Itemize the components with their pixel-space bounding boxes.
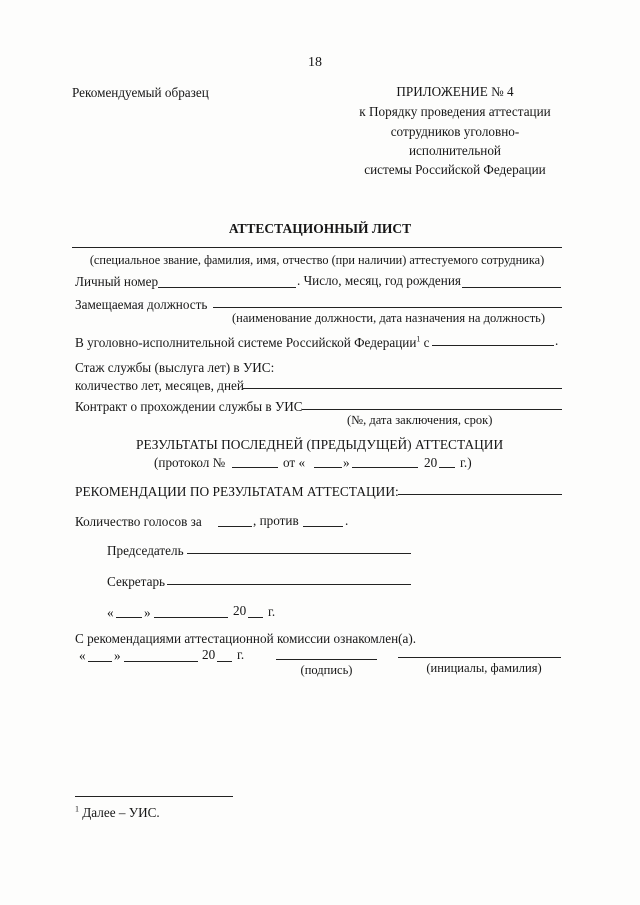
protocol-month-field[interactable] <box>352 467 418 468</box>
acq-year-field[interactable] <box>217 661 232 662</box>
acq-year-label: 20 <box>202 647 216 662</box>
secretary-label: Секретарь <box>107 574 166 589</box>
years-field[interactable] <box>243 388 562 389</box>
date-year-suffix: г. <box>268 604 276 619</box>
appendix-title: ПРИЛОЖЕНИЕ № 4 <box>396 84 514 99</box>
protocol-from-label: от « <box>283 455 306 470</box>
caption-signature: (подпись) <box>300 663 353 677</box>
caption-initials: (инициалы, фамилия) <box>426 661 542 675</box>
acq-month-field[interactable] <box>124 661 198 662</box>
appendix-line-4: системы Российской Федерации <box>364 162 546 177</box>
protocol-day-field[interactable] <box>314 467 342 468</box>
contract-label: Контракт о прохождении службы в УИС <box>75 399 303 414</box>
chairman-label: Председатель <box>107 543 184 558</box>
years-label: количество лет, месяцев, дней <box>75 378 244 393</box>
appendix-line-3: исполнительной <box>408 143 501 158</box>
recommendations-label: РЕКОМЕНДАЦИИ ПО РЕЗУЛЬТАТАМ АТТЕСТАЦИИ: <box>75 484 399 499</box>
footnote <box>75 805 160 821</box>
against-label: , против <box>253 513 299 528</box>
acquainted-label: С рекомендациями аттестационной комиссии ознакомлен(а). <box>75 631 417 646</box>
acq-day-field[interactable] <box>88 661 112 662</box>
page-number: 18 <box>308 55 322 70</box>
footnote-text: Далее – УИС. <box>82 805 160 820</box>
date-open-quote: « <box>107 605 114 620</box>
uis-since-text: В уголовно-исполнительной системе Российской Федерации <box>75 335 417 350</box>
protocol-year-label: 20 <box>424 455 438 470</box>
uis-since-field[interactable] <box>432 345 554 346</box>
commission-month-field[interactable] <box>154 617 228 618</box>
recommendations-field[interactable] <box>398 494 562 495</box>
votes-period: . <box>345 513 349 528</box>
birth-date-label: . Число, месяц, год рождения <box>297 273 461 288</box>
name-line[interactable] <box>72 247 562 248</box>
acq-date-close-quote: » <box>114 648 121 663</box>
protocol-year-field[interactable] <box>439 467 455 468</box>
initials-field[interactable] <box>398 657 561 658</box>
date-close-quote: » <box>144 605 151 620</box>
position-label: Замещаемая должность <box>75 297 208 312</box>
acq-year-suffix: г. <box>237 647 245 662</box>
caption-contract: (№, дата заключения, срок) <box>347 413 493 427</box>
service-label: Стаж службы (выслуга лет) в УИС: <box>75 360 275 375</box>
footnote-number: 1 <box>75 804 79 814</box>
protocol-label: (протокол № <box>154 455 226 470</box>
uis-since-label <box>75 335 430 351</box>
secretary-field[interactable] <box>167 584 411 585</box>
chairman-field[interactable] <box>187 553 411 554</box>
since-label: с <box>423 335 430 350</box>
since-period: . <box>555 333 559 348</box>
personal-number-label: Личный номер <box>75 274 159 289</box>
form-title: АТТЕСТАЦИОННЫЙ ЛИСТ <box>228 221 412 236</box>
appendix-line-1: к Порядку проведения аттестации <box>359 104 551 119</box>
votes-for-field[interactable] <box>218 526 252 527</box>
votes-label: Количество голосов за <box>75 514 202 529</box>
contract-field[interactable] <box>302 409 562 410</box>
date-year-label: 20 <box>233 603 247 618</box>
caption-position: (наименование должности, дата назначения на должность) <box>232 311 546 325</box>
results-title: РЕЗУЛЬТАТЫ ПОСЛЕДНЕЙ (ПРЕДЫДУЩЕЙ) АТТЕСТАЦИИ <box>136 437 504 452</box>
protocol-number-field[interactable] <box>232 467 278 468</box>
birth-date-field[interactable] <box>462 287 561 288</box>
footnote-mark: 1 <box>416 334 421 344</box>
personal-number-field[interactable] <box>158 287 296 288</box>
protocol-year-suffix: г.) <box>460 455 472 470</box>
position-field[interactable] <box>213 307 562 308</box>
footnote-separator <box>75 796 233 797</box>
caption-name: (специальное звание, фамилия, имя, отчество (при наличии) аттестуемого сотрудника) <box>89 253 545 267</box>
signature-field[interactable] <box>276 659 377 660</box>
acq-date-open-quote: « <box>79 648 86 663</box>
commission-day-field[interactable] <box>116 617 142 618</box>
appendix-line-2: сотрудников уголовно- <box>390 124 520 139</box>
protocol-quote-close: » <box>343 455 350 470</box>
commission-year-field[interactable] <box>248 617 263 618</box>
sample-label: Рекомендуемый образец <box>72 85 209 100</box>
votes-against-field[interactable] <box>303 526 343 527</box>
